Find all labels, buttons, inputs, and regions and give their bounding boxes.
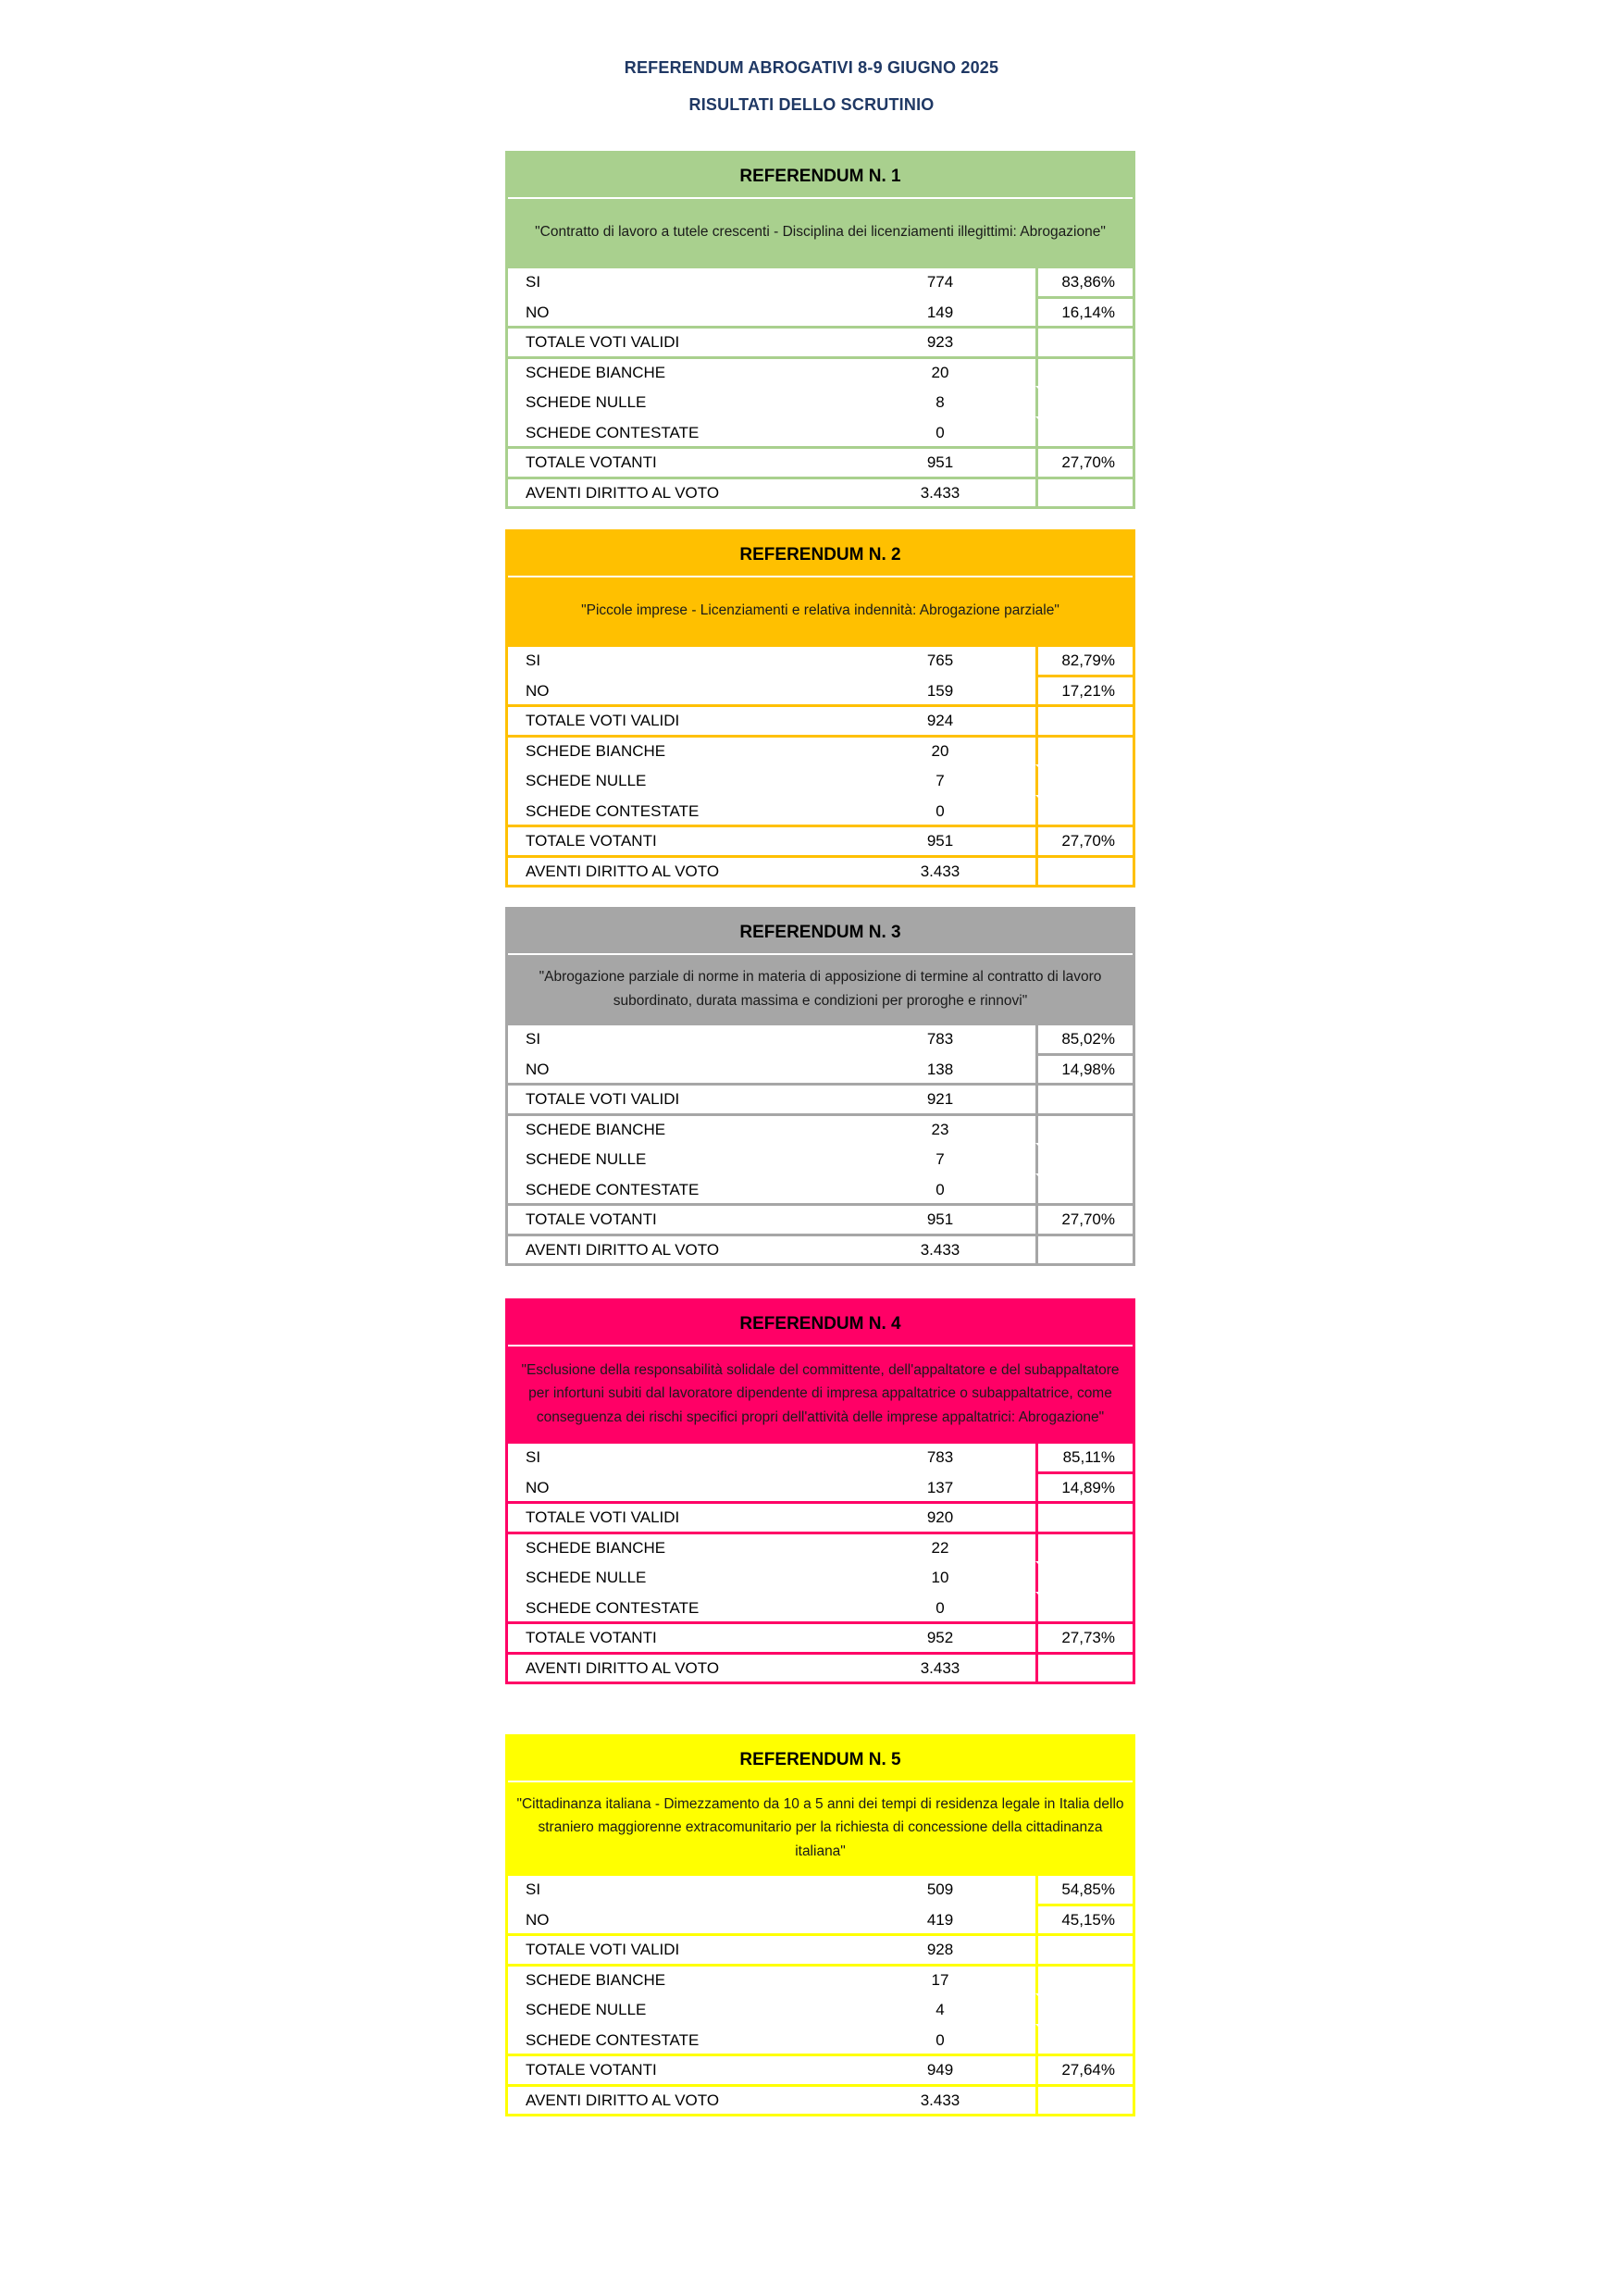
row-totale-validi (508, 1501, 1133, 1532)
row-value: 783 (886, 1441, 1035, 1471)
row-label: TOTALE VOTANTI (508, 1203, 886, 1234)
row-label: TOTALE VOTANTI (508, 825, 886, 855)
row-percentage-empty (1035, 704, 1133, 735)
row-percentage-empty (1035, 2084, 1133, 2115)
row-bianche (508, 1964, 1133, 1994)
row-value: 3.433 (886, 1234, 1035, 1264)
referendum-question: "Abrogazione parziale di norme in materia di apposizione di termine al contratto di lavoro subordinato, durata massima e condizioni per proroghe e rinnovi" (539, 969, 1102, 1009)
row-value: 149 (926, 303, 954, 321)
row-nulle (508, 764, 1133, 795)
row-totale-votanti (508, 2054, 1133, 2084)
referendum-title: REFERENDUM N. 1 (508, 154, 1133, 199)
row-aventi-diritto (508, 2084, 1133, 2115)
row-percentage-empty (1035, 477, 1133, 507)
row-percentage-empty (1035, 1083, 1133, 1113)
row-percentage-empty (1035, 386, 1133, 416)
row-percentage-empty (1035, 795, 1133, 825)
row-value: 0 (935, 423, 945, 441)
row-percentage-empty (1035, 356, 1133, 387)
row-percentage: 27,70% (1035, 446, 1133, 477)
row-label: SI (508, 644, 886, 675)
row-label: SI (508, 1441, 886, 1471)
referendum-title: REFERENDUM N. 3 (508, 910, 1133, 955)
row-percentage-empty (1035, 1592, 1133, 1622)
row-value: 951 (886, 446, 1035, 477)
row-label: NO (526, 1478, 550, 1496)
row-value: 920 (886, 1501, 1035, 1532)
row-label: NO (526, 1060, 550, 1078)
row-percentage-empty (1035, 1933, 1133, 1964)
row-percentage: 82,79% (1035, 644, 1133, 675)
row-percentage: 54,85% (1035, 1873, 1133, 1904)
row-value: 137 (926, 1478, 954, 1496)
referendum-header (508, 1301, 1133, 1441)
row-label: TOTALE VOTI VALIDI (508, 1501, 886, 1532)
row-contestate (508, 1592, 1133, 1622)
referendum-question: "Contratto di lavoro a tutele crescenti - Disciplina dei licenziamenti illegittimi: Abrogazione" (535, 224, 1106, 241)
referendum-3-table (505, 907, 1135, 1266)
row-label: SCHEDE NULLE (526, 1569, 647, 1586)
row-label: SCHEDE BIANCHE (508, 1113, 886, 1144)
row-contestate (508, 416, 1133, 447)
row-label: TOTALE VOTI VALIDI (508, 704, 886, 735)
row-label: AVENTI DIRITTO AL VOTO (508, 855, 886, 886)
row-bianche (508, 1532, 1133, 1562)
row-aventi-diritto (508, 855, 1133, 886)
row-label: SCHEDE NULLE (526, 393, 647, 411)
row-label: SCHEDE BIANCHE (508, 356, 886, 387)
row-value: 924 (886, 704, 1035, 735)
row-value: 3.433 (886, 855, 1035, 886)
row-label: SCHEDE CONTESTATE (526, 2030, 700, 2049)
row-label: NO (526, 1910, 550, 1929)
row-percentage: 85,11% (1035, 1441, 1133, 1471)
row-label: SCHEDE BIANCHE (508, 1532, 886, 1562)
row-label: SI (508, 1873, 886, 1904)
row-si (508, 1873, 1133, 1904)
row-bianche (508, 1113, 1133, 1144)
results-rows (508, 644, 1133, 885)
row-value: 8 (935, 393, 945, 411)
row-label: SCHEDE CONTESTATE (526, 423, 700, 441)
row-value: 783 (886, 1023, 1035, 1053)
row-percentage-empty (1035, 1652, 1133, 1682)
row-value: 923 (886, 326, 1035, 356)
row-value: 4 (935, 2001, 945, 2018)
row-percentage-empty (1035, 1532, 1133, 1562)
row-percentage-empty (1035, 1113, 1133, 1144)
row-label: SI (508, 1023, 886, 1053)
row-percentage: 85,02% (1035, 1023, 1133, 1053)
row-percentage: 17,21% (1035, 675, 1133, 705)
row-value: 509 (886, 1873, 1035, 1904)
row-percentage: 14,89% (1035, 1471, 1133, 1502)
row-no (508, 675, 1133, 705)
row-percentage-empty (1035, 1173, 1133, 1204)
referendum-header (508, 532, 1133, 644)
row-label: SCHEDE CONTESTATE (526, 1180, 700, 1198)
row-label: SCHEDE BIANCHE (508, 1964, 886, 1994)
row-value: 0 (935, 801, 945, 820)
row-percentage: 45,15% (1035, 1904, 1133, 1934)
row-nulle (508, 1993, 1133, 2024)
row-label: AVENTI DIRITTO AL VOTO (508, 477, 886, 507)
row-label: TOTALE VOTANTI (508, 446, 886, 477)
row-percentage: 83,86% (1035, 266, 1133, 296)
row-label: NO (526, 303, 550, 321)
document-title: REFERENDUM ABROGATIVI 8-9 GIUGNO 2025 (624, 58, 999, 77)
row-aventi-diritto (508, 1652, 1133, 1682)
referendum-title: REFERENDUM N. 5 (508, 1737, 1133, 1782)
row-totale-votanti (508, 825, 1133, 855)
results-rows (508, 1023, 1133, 1263)
row-label: SCHEDE NULLE (526, 1150, 647, 1168)
referendum-header (508, 154, 1133, 266)
row-percentage-empty (1035, 764, 1133, 795)
referendum-question: "Esclusione della responsabilità solidale del committente, dell'appaltatore e del subappaltatore per infortuni subiti dal lavoratore dipendente di impresa appaltatrice o subappaltatrice, come conseguenza dei rischi specifici propri dell'attività delle imprese appaltatrici: Abrogazione" (521, 1361, 1120, 1425)
row-aventi-diritto (508, 477, 1133, 507)
row-totale-validi (508, 1083, 1133, 1113)
row-value: 921 (886, 1083, 1035, 1113)
row-aventi-diritto (508, 1234, 1133, 1264)
row-percentage-empty (1035, 1964, 1133, 1994)
row-label: AVENTI DIRITTO AL VOTO (508, 1234, 886, 1264)
row-label: SCHEDE NULLE (526, 2001, 647, 2018)
row-no (508, 1471, 1133, 1502)
row-value: 10 (931, 1569, 949, 1586)
row-totale-votanti (508, 1621, 1133, 1652)
row-si (508, 266, 1133, 296)
row-percentage: 16,14% (1035, 296, 1133, 327)
row-value: 419 (926, 1910, 954, 1929)
row-no (508, 296, 1133, 327)
row-value: 765 (886, 644, 1035, 675)
row-contestate (508, 795, 1133, 825)
referendum-2-table (505, 529, 1135, 887)
row-contestate (508, 2024, 1133, 2054)
row-totale-validi (508, 1933, 1133, 1964)
results-rows (508, 1873, 1133, 2114)
referendum-question: "Cittadinanza italiana - Dimezzamento da 10 a 5 anni dei tempi di residenza legale in Italia dello straniero maggiorenne extracomunitario per la richiesta di concessione della cittadinanza italiana" (516, 1795, 1124, 1859)
row-value: 3.433 (886, 477, 1035, 507)
referendum-title: REFERENDUM N. 4 (508, 1301, 1133, 1347)
row-percentage-empty (1035, 735, 1133, 765)
referendum-question: "Piccole imprese - Licenziamenti e relativa indennità: Abrogazione parziale" (581, 602, 1059, 619)
row-label: SCHEDE NULLE (526, 772, 647, 789)
row-percentage-empty (1035, 1143, 1133, 1173)
row-label: AVENTI DIRITTO AL VOTO (508, 2084, 886, 2115)
row-value: 20 (886, 356, 1035, 387)
row-nulle (508, 1143, 1133, 1173)
row-si (508, 1023, 1133, 1053)
row-label: SCHEDE BIANCHE (508, 735, 886, 765)
row-bianche (508, 356, 1133, 387)
row-nulle (508, 1561, 1133, 1592)
row-value: 0 (935, 1180, 945, 1198)
row-percentage-empty (1035, 1501, 1133, 1532)
row-value: 22 (886, 1532, 1035, 1562)
row-value: 774 (886, 266, 1035, 296)
row-percentage: 27,64% (1035, 2054, 1133, 2084)
row-si (508, 1441, 1133, 1471)
referendum-header (508, 910, 1133, 1023)
row-value: 3.433 (886, 1652, 1035, 1682)
row-label: NO (526, 681, 550, 700)
row-value: 928 (886, 1933, 1035, 1964)
row-label: SCHEDE CONTESTATE (526, 1598, 700, 1617)
results-rows (508, 266, 1133, 506)
referendum-header (508, 1737, 1133, 1873)
row-label: TOTALE VOTI VALIDI (508, 1083, 886, 1113)
row-percentage-empty (1035, 2024, 1133, 2054)
row-label: TOTALE VOTI VALIDI (508, 326, 886, 356)
row-percentage-empty (1035, 416, 1133, 447)
row-bianche (508, 735, 1133, 765)
row-percentage-empty (1035, 1993, 1133, 2024)
row-percentage: 14,98% (1035, 1053, 1133, 1084)
row-totale-votanti (508, 446, 1133, 477)
referendum-title: REFERENDUM N. 2 (508, 532, 1133, 577)
row-value: 0 (935, 1598, 945, 1617)
row-label: AVENTI DIRITTO AL VOTO (508, 1652, 886, 1682)
row-no (508, 1053, 1133, 1084)
row-label: TOTALE VOTI VALIDI (508, 1933, 886, 1964)
row-value: 159 (926, 681, 954, 700)
row-si (508, 644, 1133, 675)
row-percentage-empty (1035, 1561, 1133, 1592)
row-value: 949 (886, 2054, 1035, 2084)
referendum-1-table (505, 151, 1135, 509)
row-value: 3.433 (886, 2084, 1035, 2115)
row-totale-validi (508, 326, 1133, 356)
row-percentage: 27,70% (1035, 1203, 1133, 1234)
row-label: TOTALE VOTANTI (508, 2054, 886, 2084)
row-value: 7 (935, 1150, 945, 1168)
row-percentage: 27,73% (1035, 1621, 1133, 1652)
row-value: 951 (886, 1203, 1035, 1234)
row-value: 17 (886, 1964, 1035, 1994)
row-nulle (508, 386, 1133, 416)
row-totale-validi (508, 704, 1133, 735)
row-percentage-empty (1035, 855, 1133, 886)
row-percentage-empty (1035, 1234, 1133, 1264)
document-subtitle: RISULTATI DELLO SCRUTINIO (688, 95, 935, 114)
row-value: 952 (886, 1621, 1035, 1652)
results-rows (508, 1441, 1133, 1682)
row-totale-votanti (508, 1203, 1133, 1234)
row-no (508, 1904, 1133, 1934)
row-percentage-empty (1035, 326, 1133, 356)
row-value: 138 (926, 1060, 954, 1078)
row-value: 7 (935, 772, 945, 789)
row-contestate (508, 1173, 1133, 1204)
row-value: 20 (886, 735, 1035, 765)
row-label: SI (508, 266, 886, 296)
row-value: 951 (886, 825, 1035, 855)
row-label: SCHEDE CONTESTATE (526, 801, 700, 820)
row-value: 0 (935, 2030, 945, 2049)
row-value: 23 (886, 1113, 1035, 1144)
row-percentage: 27,70% (1035, 825, 1133, 855)
referendum-4-table (505, 1298, 1135, 1684)
referendum-5-table (505, 1734, 1135, 2116)
row-label: TOTALE VOTANTI (508, 1621, 886, 1652)
